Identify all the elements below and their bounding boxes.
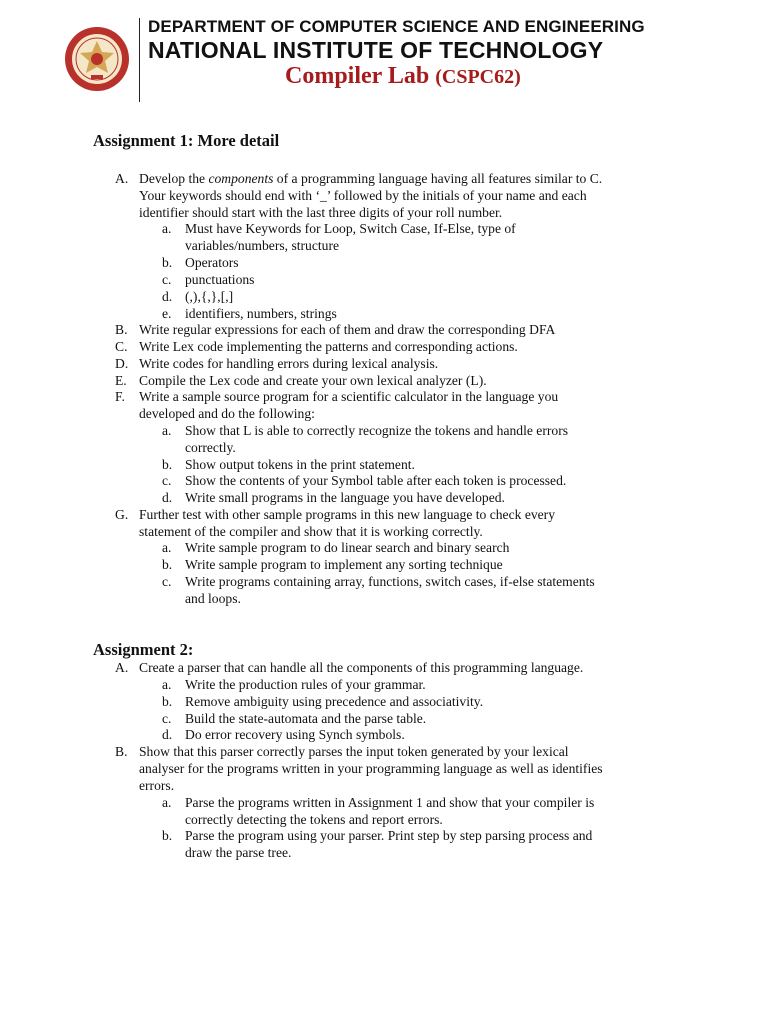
item-text: of a programming language having all features similar to C. (273, 171, 603, 186)
lab-title (285, 63, 521, 90)
letterhead (0, 0, 768, 110)
institute-seal-icon (64, 26, 130, 92)
department-name: DEPARTMENT OF COMPUTER SCIENCE AND ENGINEERING (148, 17, 645, 36)
list-marker: A. (115, 171, 129, 186)
institute-name: NATIONAL INSTITUTE OF TECHNOLOGY (148, 37, 604, 63)
lab-name: Compiler Lab (285, 63, 430, 89)
item-text: Develop the (139, 171, 209, 186)
assignment2-heading: Assignment 2: (93, 640, 194, 659)
assignment1-heading: Assignment 1: More detail (93, 131, 280, 150)
header-divider (139, 18, 140, 102)
lab-code: (CSPC62) (435, 66, 521, 88)
item-emphasis: components (208, 171, 274, 186)
